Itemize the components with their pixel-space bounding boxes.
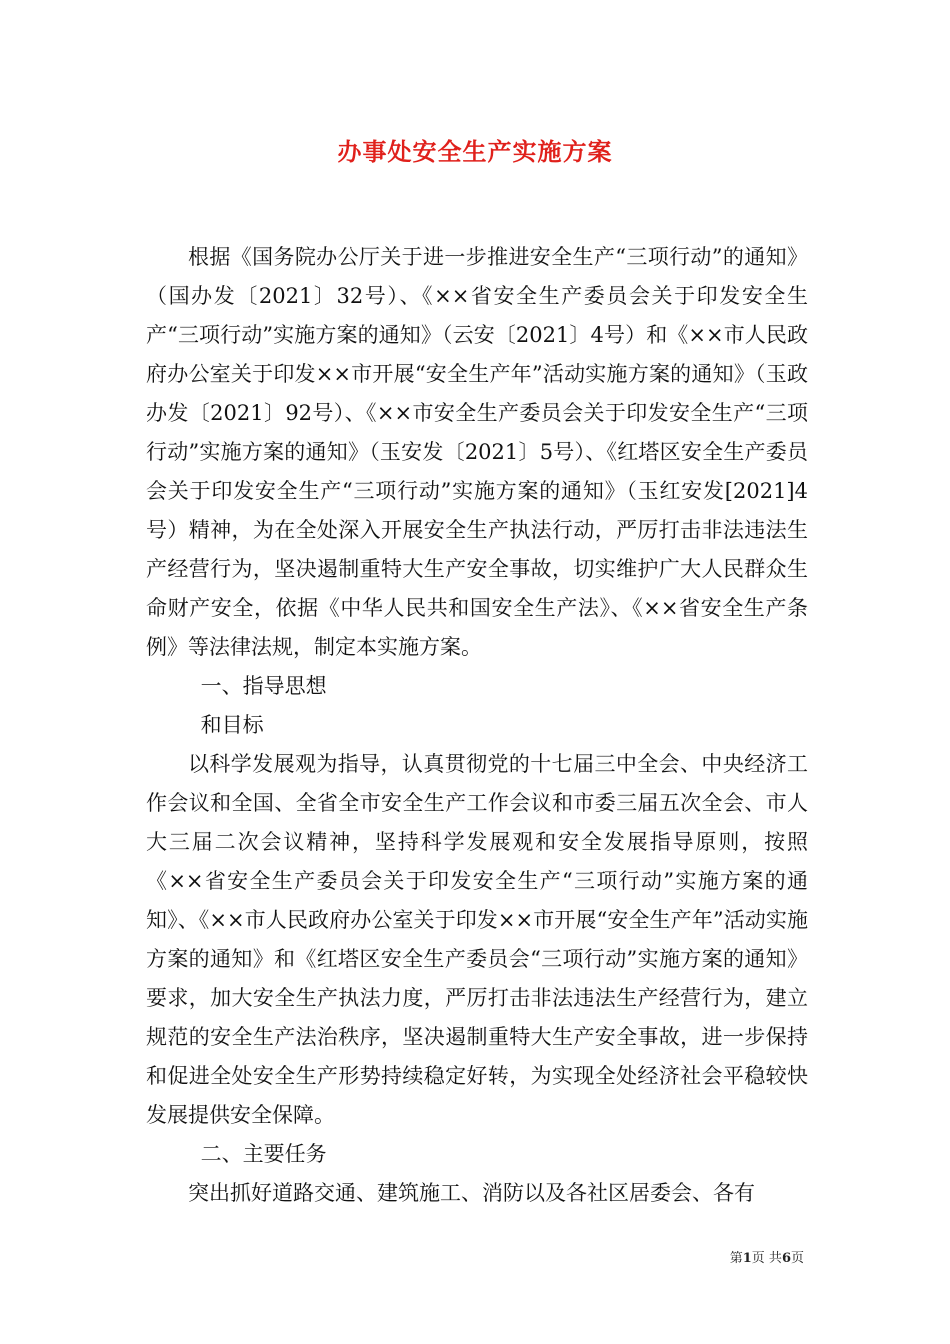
guiding-thought-paragraph: 以科学发展观为指导，认真贯彻党的十七届三中全会、中央经济工作会议和全国、全省全市安全生产工作会议和市委三届五次全会、市人大三届二次会议精神，坚持科学发展观和安全发展指导原则，按照《××省安全生产委员会关于印发安全生产“三项行动”实施方案的通知》、《××市人民政府办公室关于印发××市开展“安全生产年”活动实施方案的通知》和《红塔区安全生产委员会“三项行动”实施方案的通知》要求，加大安全生产执法力度，严厉打击非法违法生产经营行为，建立规范的安全生产法治秩序，坚决遏制重特大生产安全事故，进一步保持和促进全处安全生产形势持续稳定好转，为实现全处经济社会平稳较快发展提供安全保障。 (146, 752, 808, 1127)
document-body (146, 238, 808, 1213)
footer-prefix: 第 (729, 1251, 743, 1266)
intro-paragraph: 根据《国务院办公厅关于进一步推进安全生产“三项行动”的通知》（国办发〔2021〕32号）、《××省安全生产委员会关于印发安全生产“三项行动”实施方案的通知》（云安〔2021〕4号）和《××市人民政府办公室关于印发××市开展“安全生产年”活动实施方案的通知》（玉政办发〔2021〕92号）、《××市安全生产委员会关于印发安全生产“三项行动”实施方案的通知》（玉安发〔2021〕5号）、《红塔区安全生产委员会关于印发安全生产“三项行动”实施方案的通知》（玉红安发[2021]4号）精神，为在全处深入开展安全生产执法行动，严厉打击非法违法生产经营行为，坚决遏制重特大生产安全事故，切实维护广大人民群众生命财产安全，依据《中华人民共和国安全生产法》、《××省安全生产条例》等法律法规，制定本实施方案。 (146, 245, 808, 659)
section-heading-guiding-thought: 一、指导思想 (200, 674, 327, 698)
footer-current-page: 1 (742, 1251, 752, 1266)
main-tasks-paragraph: 突出抓好道路交通、建筑施工、消防以及各社区居委会、各有 (188, 1181, 755, 1205)
section-heading-goals: 和目标 (200, 713, 264, 737)
footer-middle: 页 共 (751, 1251, 782, 1266)
footer-total-pages: 6 (781, 1251, 791, 1266)
section-heading-main-tasks: 二、主要任务 (200, 1142, 327, 1166)
page-number-footer (730, 1247, 804, 1266)
footer-suffix: 页 (790, 1251, 804, 1266)
document-title: 办事处安全生产实施方案 (337, 137, 613, 166)
